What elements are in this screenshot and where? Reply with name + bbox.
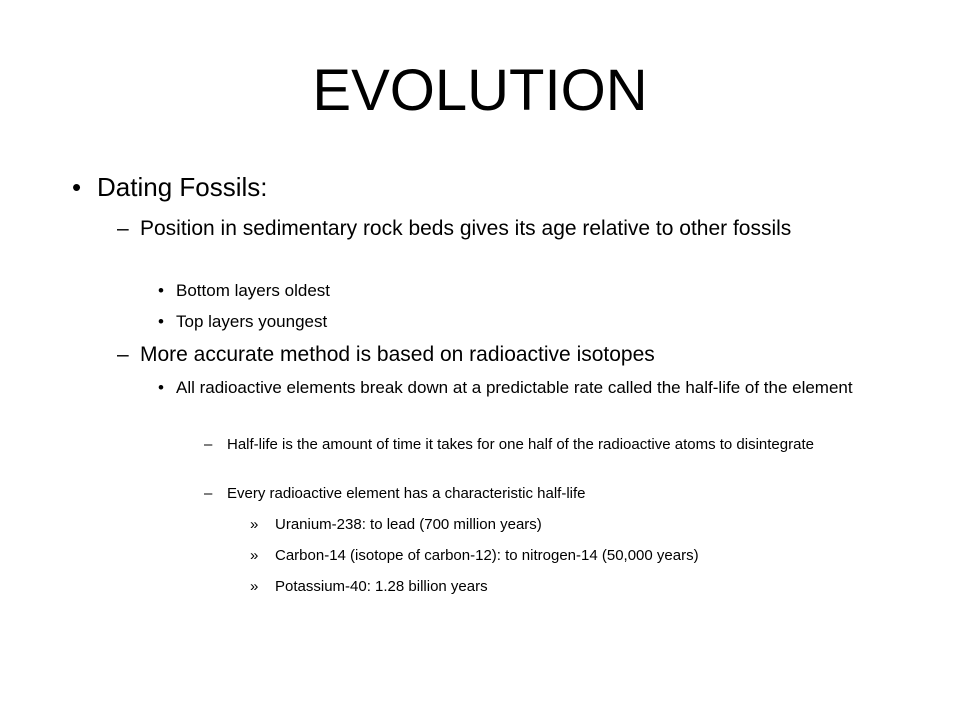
point-radioactive-isotopes — [117, 342, 897, 367]
example-text: Uranium-238: to lead (700 million years) — [275, 516, 542, 533]
dash-marker: – — [204, 436, 213, 453]
point-text: Position in sedimentary rock beds gives its age relative to other fossils — [140, 217, 792, 240]
slide-title: EVOLUTION — [312, 58, 648, 123]
detail-text: Every radioactive element has a characteristic half-life — [227, 485, 586, 502]
example-text: Potassium-40: 1.28 billion years — [275, 578, 488, 595]
detail-characteristic-half-life — [204, 484, 884, 504]
point-text: More accurate method is based on radioactive isotopes — [140, 343, 655, 366]
detail-text: Half-life is the amount of time it takes for one half of the radioactive atoms to disintegrate — [227, 436, 814, 453]
point-position-in-rock-beds — [117, 216, 897, 241]
sub-point-text: All radioactive elements break down at a predictable rate called the half-life of the element — [176, 378, 853, 397]
bullet-marker: • — [72, 172, 82, 202]
bullet-marker: • — [158, 378, 164, 397]
detail-half-life-definition — [204, 435, 884, 455]
bullet-text: Dating Fossils: — [97, 172, 268, 202]
bullet-marker: • — [158, 312, 164, 331]
bullet-dating-fossils — [72, 170, 892, 204]
example-uranium — [250, 515, 890, 535]
dash-marker: – — [117, 217, 129, 240]
sub-point-top-layers — [158, 311, 886, 333]
dash-marker: – — [117, 343, 129, 366]
sub-point-text: Top layers youngest — [176, 312, 328, 331]
chevron-marker: » — [250, 516, 259, 533]
dash-marker: – — [204, 485, 213, 502]
sub-point-bottom-layers — [158, 280, 886, 302]
sub-point-text: Bottom layers oldest — [176, 281, 331, 300]
chevron-marker: » — [250, 578, 259, 595]
example-text: Carbon-14 (isotope of carbon-12): to nitrogen-14 (50,000 years) — [275, 547, 699, 564]
sub-point-half-life-rate — [158, 377, 886, 399]
example-carbon — [250, 546, 890, 566]
example-potassium — [250, 577, 890, 597]
bullet-marker: • — [158, 281, 164, 300]
chevron-marker: » — [250, 547, 259, 564]
